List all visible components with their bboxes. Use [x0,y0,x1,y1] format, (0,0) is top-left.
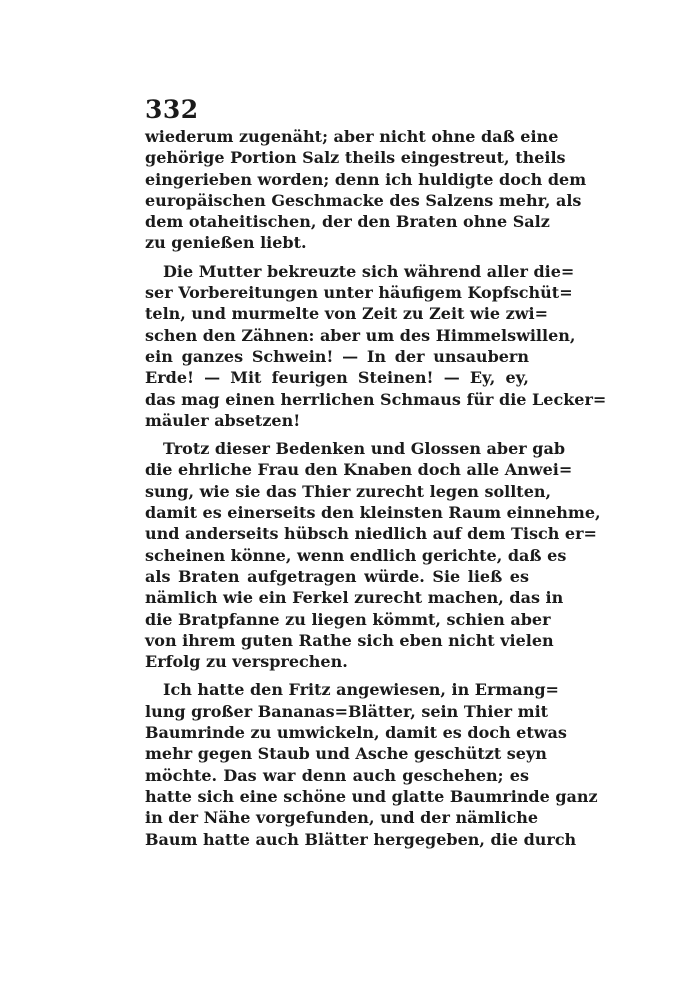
text-line: ein ganzes Schwein! — In der unsaubern [145,346,529,366]
text-line: europäischen Geschmacke des Salzens mehr, als [145,190,582,210]
paragraph [145,679,598,849]
text-line: von ihrem guten Rathe sich eben nicht vielen [145,630,554,650]
text-line: Die Mutter bekreuzte sich während aller die= [163,261,575,281]
text-line: wiederum zugenäht; aber nicht ohne daß eine [145,127,559,146]
text-line: damit es einerseits den kleinsten Raum einnehme, [145,503,601,523]
text-line: als Braten aufgetragen würde. Sie ließ es [145,566,529,586]
text-line: und anderseits hübsch niedlich auf dem Tisch er= [145,524,597,544]
text-line: die ehrliche Frau den Knaben doch alle Anwei= [145,460,573,480]
text-line: Baum hatte auch Blätter hergegeben, die durch [145,829,577,849]
text-line: dem otaheitischen, der den Braten ohne Salz [145,212,550,232]
text-line: in der Nähe vorgefunden, und der nämliche [145,808,539,828]
text-line: nämlich wie ein Ferkel zurecht machen, das in [145,588,564,608]
text-line: scheinen könne, wenn endlich gerichte, daß es [145,545,567,565]
text-line: Ich hatte den Fritz angewiesen, in Ermang= [163,680,559,700]
paragraph [145,261,607,431]
text-line: Baumrinde zu umwickeln, damit es doch etwas [145,723,567,743]
text-line: Erfolg zu versprechen. [145,652,348,672]
paragraph [145,126,587,254]
text-line: mehr gegen Staub und Asche geschützt seyn [145,744,547,764]
body-text [145,126,607,850]
paragraph-gap [145,254,529,261]
text-line: schen den Zähnen: aber um des Himmelswillen, [145,325,576,345]
text-line: mäuler absetzen! [145,410,301,430]
text-line: teln, und murmelte von Zeit zu Zeit wie zwi= [145,304,548,324]
text-line: zu genießen liebt. [145,233,307,253]
text-line: möchte. Das war denn auch geschehen; es [145,765,529,785]
text-line: das mag einen herrlichen Schmaus für die Lecker= [145,389,607,409]
text-line: Trotz dieser Bedenken und Glossen aber gab [163,439,566,459]
page-number: 332 [145,95,199,124]
text-line: sung, wie sie das Thier zurecht legen sollten, [145,481,552,501]
text-line: Erde! — Mit feurigen Steinen! — Ey, ey, [145,368,529,388]
text-line: eingerieben worden; denn ich huldigte doch dem [145,169,587,189]
paragraph-gap [145,431,529,438]
text-line: hatte sich eine schöne und glatte Baumrinde ganz [145,786,598,806]
text-line: die Bratpfanne zu liegen kömmt, schien aber [145,609,551,629]
text-line: lung großer Bananas=Blätter, sein Thier mit [145,701,549,721]
text-line: gehörige Portion Salz theils eingestreut, theils [145,148,566,168]
paragraph-gap [145,672,529,679]
text-line: ser Vorbereitungen unter häufigem Kopfschüt= [145,283,573,303]
paragraph [145,438,601,672]
